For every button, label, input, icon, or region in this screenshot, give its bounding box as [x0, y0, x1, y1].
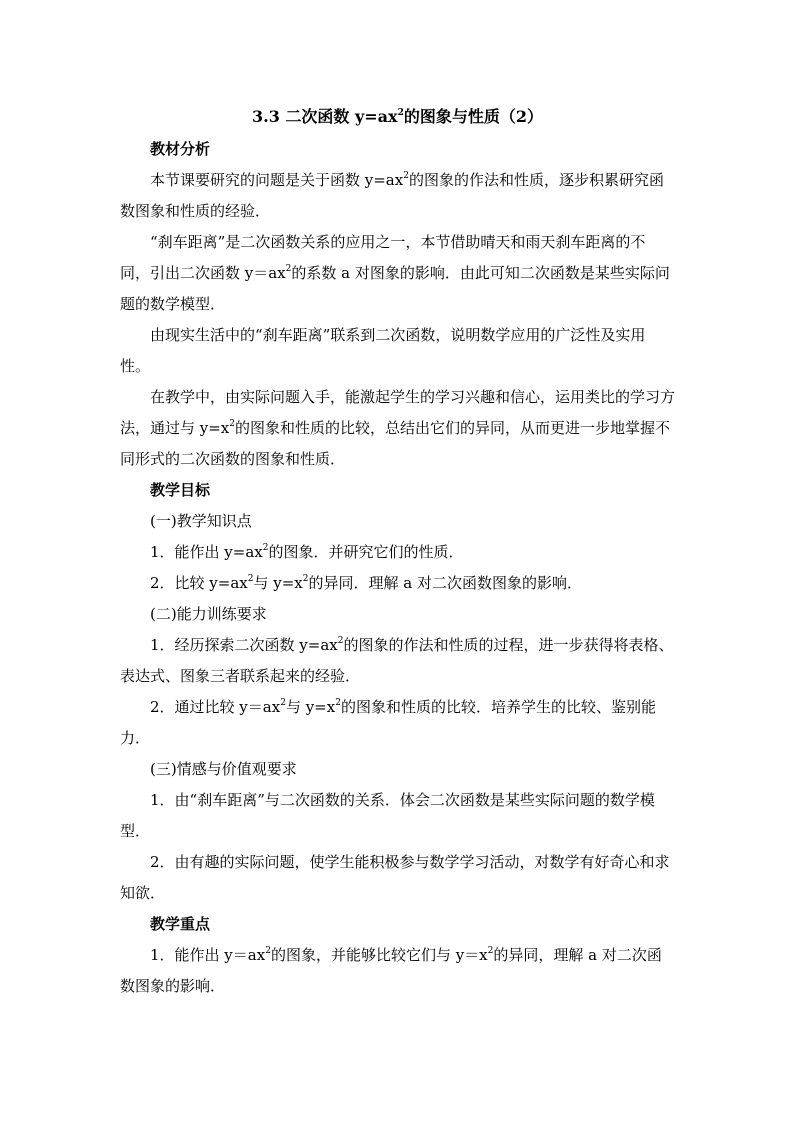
paragraph-1: 本节课要研究的问题是关于函数 $y=ax^2$的图象的作法和性质，逐步积累研究函数图象和性质的经验．: [120, 171, 664, 220]
knowledge-item-1: 1．能作出 $y=ax^2$的图象．并研究它们的性质．: [150, 543, 464, 561]
section-heading-key-points: 教学重点: [150, 915, 211, 933]
subheading-knowledge-points: (一)教学知识点: [150, 512, 252, 530]
ability-item-2: 2．通过比较 $y=ax^2$与 $y=x^2$的图象和性质的比较．培养学生的比较、鉴别能力．: [120, 698, 656, 747]
key-point-item-1: 1．能作出 $y=ax^2$的图象，并能够比较它们与 $y=x^2$的异同，理解 a 对二次函数图象的影响．: [120, 946, 662, 995]
section-heading-textbook-analysis: 教材分析: [150, 140, 211, 158]
emotion-item-1: 1．由“刹车距离”与二次函数的关系．体会二次函数是某些实际问题的数学模型．: [120, 791, 655, 840]
emotion-item-2: 2．由有趣的实际问题，使学生能积极参与数学学习活动，对数学有好奇心和求知欲．: [120, 853, 670, 902]
subheading-emotion-values: (三)情感与价值观要求: [150, 760, 297, 778]
ability-item-1: 1．经历探索二次函数 $y=ax^2$的图象的作法和性质的过程，进一步获得将表格、表达式、图象三者联系起来的经验．: [120, 636, 674, 685]
knowledge-item-2: 2．比较 $y=ax^2$与 $y=x^2$的异同．理解 a 对二次函数图象的影响．: [150, 574, 582, 592]
document-title: 3.3 二次函数 $y=ax^2$的图象与性质（2）: [252, 107, 543, 126]
paragraph-2: “刹车距离”是二次函数关系的应用之一，本节借助晴天和雨天刹车距离的不同，引出二次函数 $y=ax^2$的系数 a 对图象的影响．由此可知二次函数是某些实际问题的数学模型．: [120, 233, 670, 313]
paragraph-3: 由现实生活中的“刹车距离”联系到二次函数，说明数学应用的广泛性及实用性。: [120, 326, 646, 375]
document-page: [120, 100, 675, 1002]
section-heading-teaching-goals: 教学目标: [150, 481, 211, 499]
subheading-ability-requirements: (二)能力训练要求: [150, 605, 267, 623]
paragraph-4: 在教学中，由实际问题入手，能激起学生的学习兴趣和信心，运用类比的学习方法，通过与 $y=x^2$的图象和性质的比较，总结出它们的异同，从而更进一步地掌握不同形式的二次函数的图象和性质．: [120, 388, 676, 468]
